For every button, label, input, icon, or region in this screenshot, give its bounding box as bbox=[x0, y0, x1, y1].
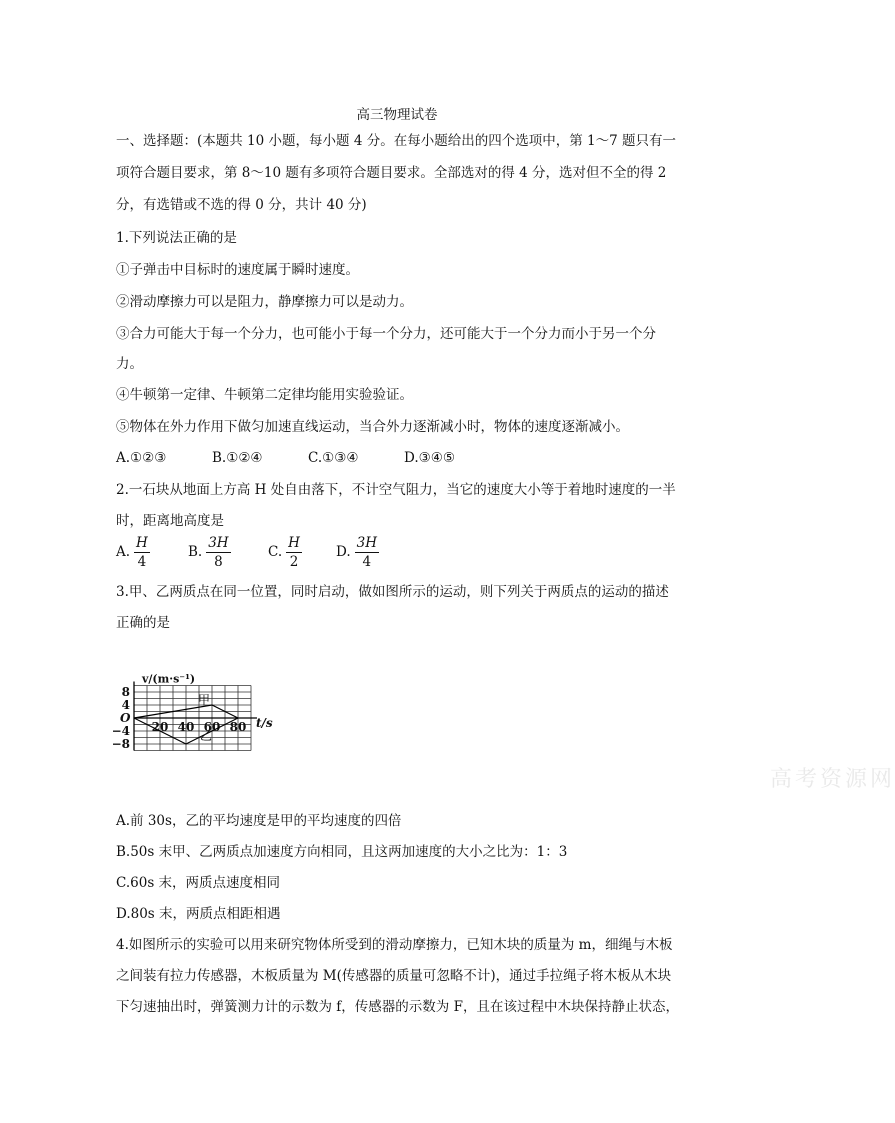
q1-stem: 1.下列说法正确的是 bbox=[116, 230, 237, 246]
watermark: 高考资源网 bbox=[770, 767, 895, 792]
q1-item: ①子弹击中目标时的速度属于瞬时速度。 bbox=[116, 262, 359, 278]
q1-item: ④牛顿第一定律、牛顿第二定律均能用实验验证。 bbox=[116, 387, 413, 403]
q3-stem-line: 3.甲、乙两质点在同一位置，同时启动，做如图所示的运动，则下列关于两质点的运动的描述 bbox=[116, 584, 669, 600]
q2-option-b bbox=[188, 532, 231, 572]
fraction bbox=[286, 535, 302, 570]
fraction-denominator: 4 bbox=[137, 553, 147, 570]
q3-option-a: A.前 30s，乙的平均速度是甲的平均速度的四倍 bbox=[116, 813, 402, 829]
y-tick-label: −4 bbox=[111, 724, 130, 738]
x-axis-label: t/s bbox=[256, 716, 273, 730]
q2-stem-line: 时，距离地高度是 bbox=[116, 513, 224, 529]
series-label-yi: 乙 bbox=[200, 729, 213, 743]
fraction-numerator: 3H bbox=[208, 534, 229, 551]
q1-item: ⑤物体在外力作用下做匀加速直线运动，当合外力逐渐减小时，物体的速度逐渐减小。 bbox=[116, 419, 629, 435]
q4-stem-line: 4.如图所示的实验可以用来研究物体所受到的滑动摩擦力，已知木块的质量为 m，细绳与木板 bbox=[116, 937, 673, 953]
fraction-numerator: H bbox=[288, 534, 300, 551]
fraction bbox=[206, 535, 230, 570]
option-letter: A. bbox=[116, 544, 131, 560]
q3-option-d: D.80s 末，两质点相距相遇 bbox=[116, 906, 281, 922]
origin-label: O bbox=[120, 711, 131, 725]
option-letter: C. bbox=[268, 544, 283, 560]
section-intro-line: 一、选择题：(本题共 10 小题，每小题 4 分。在每小题给出的四个选项中，第 1～7 题只有一 bbox=[116, 133, 676, 149]
fraction-denominator: 2 bbox=[289, 553, 299, 570]
vt-graph bbox=[112, 642, 302, 792]
q1-option-d: D.③④⑤ bbox=[404, 450, 455, 466]
fraction-bar bbox=[206, 552, 230, 553]
fraction-denominator: 4 bbox=[362, 553, 372, 570]
option-letter: D. bbox=[336, 544, 351, 560]
q2-option-c bbox=[268, 532, 302, 572]
x-tick-label: 20 bbox=[151, 720, 169, 734]
fraction bbox=[355, 535, 379, 570]
option-letter: B. bbox=[188, 544, 203, 560]
q3-option-c: C.60s 末，两质点速度相同 bbox=[116, 875, 281, 891]
fraction-denominator: 8 bbox=[214, 553, 223, 570]
q1-item: 力。 bbox=[116, 356, 143, 372]
series-label-jia: 甲 bbox=[198, 693, 211, 707]
y-axis-label: v/(m·s⁻¹) bbox=[142, 672, 196, 686]
q2-option-a bbox=[116, 532, 150, 572]
y-tick-label: −8 bbox=[111, 737, 130, 751]
q1-option-a: A.①②③ bbox=[116, 450, 167, 466]
fraction bbox=[134, 535, 150, 570]
q1-item: ②滑动摩擦力可以是阻力，静摩擦力可以是动力。 bbox=[116, 294, 413, 310]
section-intro-line: 项符合题目要求，第 8～10 题有多项符合题目要求。全部选对的得 4 分，选对但不全的得 2 bbox=[116, 165, 667, 181]
q1-item: ③合力可能大于每一个分力，也可能小于每一个分力，还可能大于一个分力而小于另一个分 bbox=[116, 326, 656, 342]
q3-stem-line: 正确的是 bbox=[116, 615, 170, 631]
section-intro-line: 分，有选错或不选的得 0 分，共计 40 分) bbox=[116, 197, 367, 213]
fraction-bar bbox=[355, 552, 379, 553]
x-tick-label: 40 bbox=[177, 720, 195, 734]
fraction-numerator: 3H bbox=[356, 534, 378, 551]
page-title: 高三物理试卷 bbox=[356, 107, 438, 123]
q2-stem-line: 2.一石块从地面上方高 H 处自由落下，不计空气阻力，当它的速度大小等于着地时速度的一半 bbox=[116, 482, 676, 498]
y-tick-label: 8 bbox=[121, 685, 130, 699]
q1-option-b: B.①②④ bbox=[212, 450, 263, 466]
q4-stem-line: 之间装有拉力传感器，木板质量为 M(传感器的质量可忽略不计)，通过手拉绳子将木板从木块 bbox=[116, 968, 672, 984]
q4-stem-line: 下匀速抽出时，弹簧测力计的示数为 f，传感器的示数为 F，且在该过程中木块保持静止状态， bbox=[116, 999, 679, 1015]
fraction-numerator: H bbox=[136, 534, 148, 551]
fraction-bar bbox=[286, 552, 302, 553]
q2-option-d bbox=[336, 532, 379, 572]
x-tick-label: 80 bbox=[229, 720, 247, 734]
fraction-bar bbox=[134, 552, 150, 553]
q3-option-b: B.50s 末甲、乙两质点加速度方向相同，且这两加速度的大小之比为：1：3 bbox=[116, 844, 568, 860]
q1-options bbox=[116, 449, 696, 467]
x-tick-label: 60 bbox=[203, 720, 221, 734]
y-tick-label: 4 bbox=[121, 698, 130, 712]
q1-option-c: C.①③④ bbox=[308, 450, 359, 466]
